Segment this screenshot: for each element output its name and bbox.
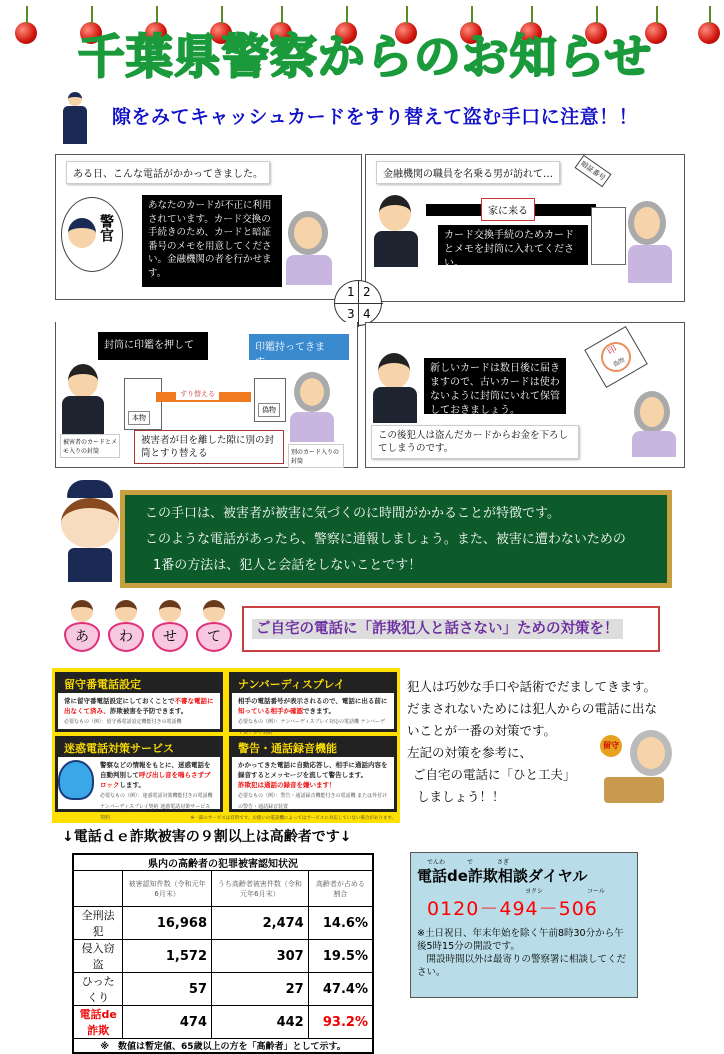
num-3: 3 xyxy=(347,307,355,321)
measure-text: かかってきた電話に自動応答し、相手に通話内容を録音するとメッセージを流して警告します。 xyxy=(238,761,388,779)
board-line-3: 1番の方法は、犯人と会話をしないことです！ xyxy=(153,558,422,573)
cell: 16,968 xyxy=(123,907,212,940)
measure-number-display xyxy=(229,672,397,736)
measure-text: 相手の電話番号が表示されるので、電話に出る前に xyxy=(238,697,388,705)
heart-te: て xyxy=(196,622,232,652)
board-line-2: このような電話があったら、警察に通報しましょう。また、被害に遭わないための xyxy=(145,532,626,547)
table-row xyxy=(73,940,373,973)
cell: 307 xyxy=(212,940,309,973)
swap-label: すり替える xyxy=(176,388,219,400)
ruby: で xyxy=(467,859,474,866)
measure-requirement: 必要なもの（例）：警告・通話録音機能付きの電話機 または外付けの警告・通話録音装置 xyxy=(238,793,388,810)
speech-bubble: カード交換手続のためカードとメモを封筒に入れてください。 xyxy=(438,225,588,265)
badge-label: 警官 xyxy=(98,214,114,242)
cell: 47.4% xyxy=(308,973,373,1006)
table-title: 県内の高齢者の犯罪被害認知状況 xyxy=(73,854,373,871)
measure-highlight: 詐欺犯は通話の録音を嫌います！ xyxy=(238,781,336,789)
speech-bubble: 封筒に印鑑を押してください。 xyxy=(98,332,208,360)
fake-bank-clerk xyxy=(68,364,98,398)
stamped-envelope xyxy=(584,326,648,388)
ruby: さぎ xyxy=(497,859,510,866)
measure-title: 迷惑電話対策サービス xyxy=(58,739,220,757)
comic-panel-4 xyxy=(365,322,685,468)
num-2: 2 xyxy=(363,285,371,299)
comic-panel-1 xyxy=(55,154,362,300)
fake-label: 偽物 xyxy=(258,403,280,417)
cell: 19.5% xyxy=(308,940,373,973)
measures-footnote: ※一部のサービスは有料です。お使いの電話機によってはサービスに対応していない場合があります。 xyxy=(190,816,396,821)
police-impostor-avatar xyxy=(61,197,123,272)
cell: 57 xyxy=(123,973,212,1006)
phone-measures-panel xyxy=(52,668,400,823)
measure-answering-machine xyxy=(55,672,223,732)
pin-memo: 暗証番号 xyxy=(574,155,611,188)
comic-panel-3 xyxy=(55,322,358,468)
col-header: 被害認知件数（令和元年6月末） xyxy=(123,871,212,907)
stamp-sub: 偽物 xyxy=(612,356,627,369)
bird-mascot xyxy=(58,760,94,800)
panel-caption: ある日、こんな電話がかかってきました。 xyxy=(66,161,270,184)
advice-line: 犯人は巧妙な手口や話術でだましてきます。 xyxy=(407,679,657,694)
advice-line: ご自宅の電話に「ひと工夫」 xyxy=(413,767,576,782)
measure-text2: 詐欺被害を予防できます。 xyxy=(109,707,188,715)
heart-a: あ xyxy=(64,622,100,652)
table-row xyxy=(73,907,373,940)
heart-se: せ xyxy=(152,622,188,652)
note-center: 被害者が目を離した隙に別の封筒とすり替える xyxy=(134,430,284,464)
chalkboard-message xyxy=(120,490,672,588)
measure-text: 常に留守番電話設定にしておくことで xyxy=(64,697,175,705)
row-label: ひったくり xyxy=(73,973,123,1006)
real-label: 本物 xyxy=(128,411,150,425)
measure-highlight: 呼び出し音を鳴らさずブロック xyxy=(100,771,211,789)
phone-number[interactable]: 0120－494－506 xyxy=(427,898,598,920)
measure-text2: します。 xyxy=(119,781,145,789)
panel-caption: 金融機関の職員を名乗る男が訪れて… xyxy=(376,161,560,184)
hours-note: ※土日祝日、年末年始を除く午前8時30分から午後5時15分の開設です。 xyxy=(417,928,624,952)
advice-line: 左記の対策を参考に、 xyxy=(407,745,533,760)
advice-line: しましょう！！ xyxy=(417,789,505,804)
measure-highlight: 不審な電話に出なくて済み、 xyxy=(64,697,214,715)
elderly-woman xyxy=(294,372,330,412)
measure-highlight: 知っている相手か確認 xyxy=(238,707,303,715)
board-line-1: この手口は、被害者が被害に気づくのに時間がかかることが特徴です。 xyxy=(145,506,560,521)
speech-bubble: 新しいカードは数日後に届きますので、古いカードは使わないように封筒にいれて保管しておきましょう。 xyxy=(424,358,566,414)
col-header: うち高齢者被害件数（令和元年6月末） xyxy=(212,871,309,907)
table-note: ※ 数値は暫定値、65歳以上の方を「高齢者」として示す。 xyxy=(73,1039,373,1054)
panel-caption: この後犯人は盗んだカードからお金を下ろしてしまうのです。 xyxy=(371,425,579,459)
col-header: 高齢者が占める割合 xyxy=(308,871,373,907)
row-label: 全刑法犯 xyxy=(73,907,123,940)
after-hours-note: 開設時間以外は最寄りの警察署に相談してください。 xyxy=(417,954,627,978)
measure-title: 留守番電話設定 xyxy=(58,675,220,693)
page-subtitle: 隙をみてキャッシュカードをすり替えて盗む手口に注意！！ xyxy=(112,106,639,128)
dial-title: 電話de詐欺相談ダイヤル xyxy=(417,867,588,885)
envelope xyxy=(591,207,626,265)
measure-text: 警察などの情報をもとに、迷惑電話を自動判別して xyxy=(100,761,211,779)
ruby: コール xyxy=(587,888,605,895)
cell: 27 xyxy=(212,973,309,1006)
cell: 14.6% xyxy=(308,907,373,940)
advice-line: だまされないためには犯人からの電話に出な xyxy=(407,701,658,716)
note-right: 別のカード入りの封筒 xyxy=(288,444,344,468)
speech-bubble: あなたのカードが不正に利用されています。カード交換の手続きのため、カードと暗証番号のメモを用意してください。金融機関の者を行かせます。 xyxy=(142,195,282,287)
fake-bank-clerk xyxy=(378,353,410,389)
num-1: 1 xyxy=(347,285,355,299)
elderly-woman xyxy=(288,211,328,255)
cell: 474 xyxy=(123,1006,212,1039)
measure-title: 警告・通話録音機能 xyxy=(232,739,394,757)
answering-sign: 留守 xyxy=(600,735,622,757)
page-title: 千葉県警察からのお知らせ xyxy=(77,30,653,85)
elderly-woman xyxy=(634,391,670,433)
countermeasure-banner xyxy=(242,606,660,652)
cell: 93.2% xyxy=(308,1006,373,1039)
measure-requirement: 必要なもの（例）：留守番電話設定機能付きの電話機 xyxy=(64,719,182,725)
measure-requirement: 必要なもの（例）：迷惑電話対策機能付きの電話機 ナンバーディスプレイ契約 迷惑電話対策サービス契約 xyxy=(100,793,213,821)
measure-warning-recording xyxy=(229,736,397,812)
note-left: 被害者のカードとメモ入りの封筒 xyxy=(60,434,120,458)
measure-title: ナンバーディスプレイ xyxy=(232,675,394,693)
awasete-hearts xyxy=(64,600,244,662)
row-label: 侵入窃盗 xyxy=(73,940,123,973)
elderly-woman xyxy=(628,201,666,245)
col-header xyxy=(73,871,123,907)
ruby: でんわ xyxy=(427,859,446,866)
police-girl-mascot xyxy=(50,480,130,590)
ruby: ヨクシ xyxy=(525,888,544,895)
statistics-heading: ↓電話ｄｅ詐欺被害の９割以上は高齢者です↓ xyxy=(62,829,352,845)
police-officer-icon xyxy=(60,92,90,147)
cell: 1,572 xyxy=(123,940,212,973)
consultation-dial-box xyxy=(410,852,638,998)
measure-text2: できます。 xyxy=(303,707,335,715)
row-label: 電話de詐欺 xyxy=(73,1006,123,1039)
comic-panel-2 xyxy=(365,154,685,302)
fake-bank-clerk xyxy=(379,195,411,231)
elderly-woman-phone-illustration xyxy=(600,725,688,805)
num-4: 4 xyxy=(363,307,371,321)
heart-wa: わ xyxy=(108,622,144,652)
envelope-real xyxy=(124,378,162,430)
banner-text: ご自宅の電話に「詐欺犯人と話さない」ための対策を！ xyxy=(252,619,623,639)
arrow-label: 家に来る xyxy=(481,198,535,221)
table-row xyxy=(73,973,373,1006)
advice-line: いことが一番の対策です。 xyxy=(407,723,557,738)
stamp-label: 印 xyxy=(606,344,619,358)
cell: 2,474 xyxy=(212,907,309,940)
table-row xyxy=(73,1006,373,1039)
cell: 442 xyxy=(212,1006,309,1039)
measure-requirement: 必要なもの（例）：ナンバーディスプレイ対応の電話機 ナンバーディスプレイ契約 xyxy=(238,719,386,736)
envelope-fake xyxy=(254,378,286,422)
panel-number-circle xyxy=(334,280,382,326)
reply-bubble: 印鑑持ってきます。 xyxy=(249,334,349,360)
